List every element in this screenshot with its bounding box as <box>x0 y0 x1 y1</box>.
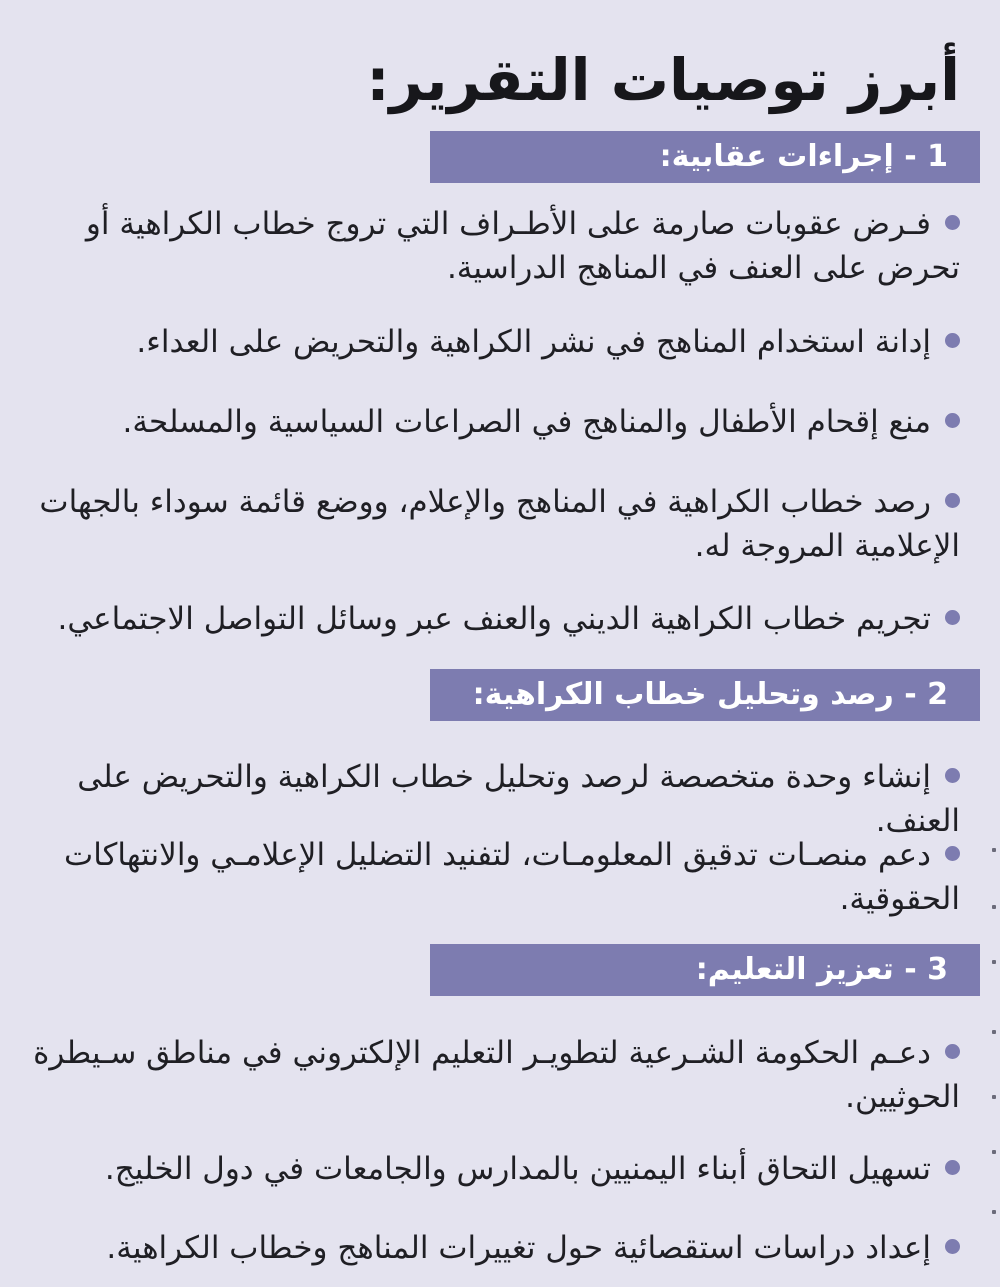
edge-mark <box>992 1210 996 1214</box>
bullet-icon <box>945 768 960 783</box>
list-item-text: منع إقحام الأطفال والمناهج في الصراعات السياسية والمسلحة. <box>122 404 931 440</box>
section-header-education: 3 - تعزيز التعليم: <box>430 944 980 996</box>
list-item <box>22 202 960 290</box>
bullet-icon <box>945 846 960 861</box>
list-item-text: إدانة استخدام المناهج في نشر الكراهية والتحريض على العداء. <box>136 324 931 360</box>
list-item <box>22 755 960 843</box>
list-item <box>22 480 960 568</box>
edge-mark <box>992 960 996 964</box>
edge-mark <box>992 1095 996 1099</box>
list-item-text: إعداد دراسات استقصائية حول تغييرات المناهج وخطاب الكراهية. <box>106 1230 931 1266</box>
page-title: أبرز توصيات التقرير: <box>366 46 960 114</box>
bullet-icon <box>945 1160 960 1175</box>
list-item-text: رصد خطاب الكراهية في المناهج والإعلام، ووضع قائمة سوداء بالجهات الإعلامية المروجة له. <box>39 484 960 564</box>
list-item <box>22 1147 960 1191</box>
list-item-text: دعم منصـات تدقيق المعلومـات، لتفنيد التضليل الإعلامـي والانتهاكات الحقوقية. <box>64 837 960 917</box>
bullet-icon <box>945 413 960 428</box>
section-header-monitoring-analysis: 2 - رصد وتحليل خطاب الكراهية: <box>430 669 980 721</box>
list-item <box>22 1031 960 1119</box>
list-item-text: إنشاء وحدة متخصصة لرصد وتحليل خطاب الكراهية والتحريض على العنف. <box>77 759 960 839</box>
list-item-text: دعـم الحكومة الشـرعية لتطويـر التعليم الإلكتروني في مناطق سـيطرة الحوثيين. <box>33 1035 960 1115</box>
bullet-icon <box>945 1239 960 1254</box>
list-item <box>22 320 960 364</box>
list-item-text: تسهيل التحاق أبناء اليمنيين بالمدارس والجامعات في دول الخليج. <box>104 1151 931 1187</box>
bullet-icon <box>945 610 960 625</box>
edge-mark <box>992 1030 996 1034</box>
list-item-text: تجريم خطاب الكراهية الديني والعنف عبر وسائل التواصل الاجتماعي. <box>57 601 931 637</box>
list-item <box>22 833 960 921</box>
edge-mark <box>992 1150 996 1154</box>
bullet-icon <box>945 215 960 230</box>
edge-mark <box>992 905 996 909</box>
list-item <box>22 400 960 444</box>
bullet-icon <box>945 1044 960 1059</box>
list-item <box>22 1226 960 1270</box>
bullet-icon <box>945 493 960 508</box>
section-header-punitive-measures: 1 - إجراءات عقابية: <box>430 131 980 183</box>
edge-mark <box>992 848 996 852</box>
list-item <box>22 597 960 641</box>
list-item-text: فـرض عقوبات صارمة على الأطـراف التي تروج خطاب الكراهية أو تحرض على العنف في المناهج الدراسية. <box>85 206 960 286</box>
bullet-icon <box>945 333 960 348</box>
